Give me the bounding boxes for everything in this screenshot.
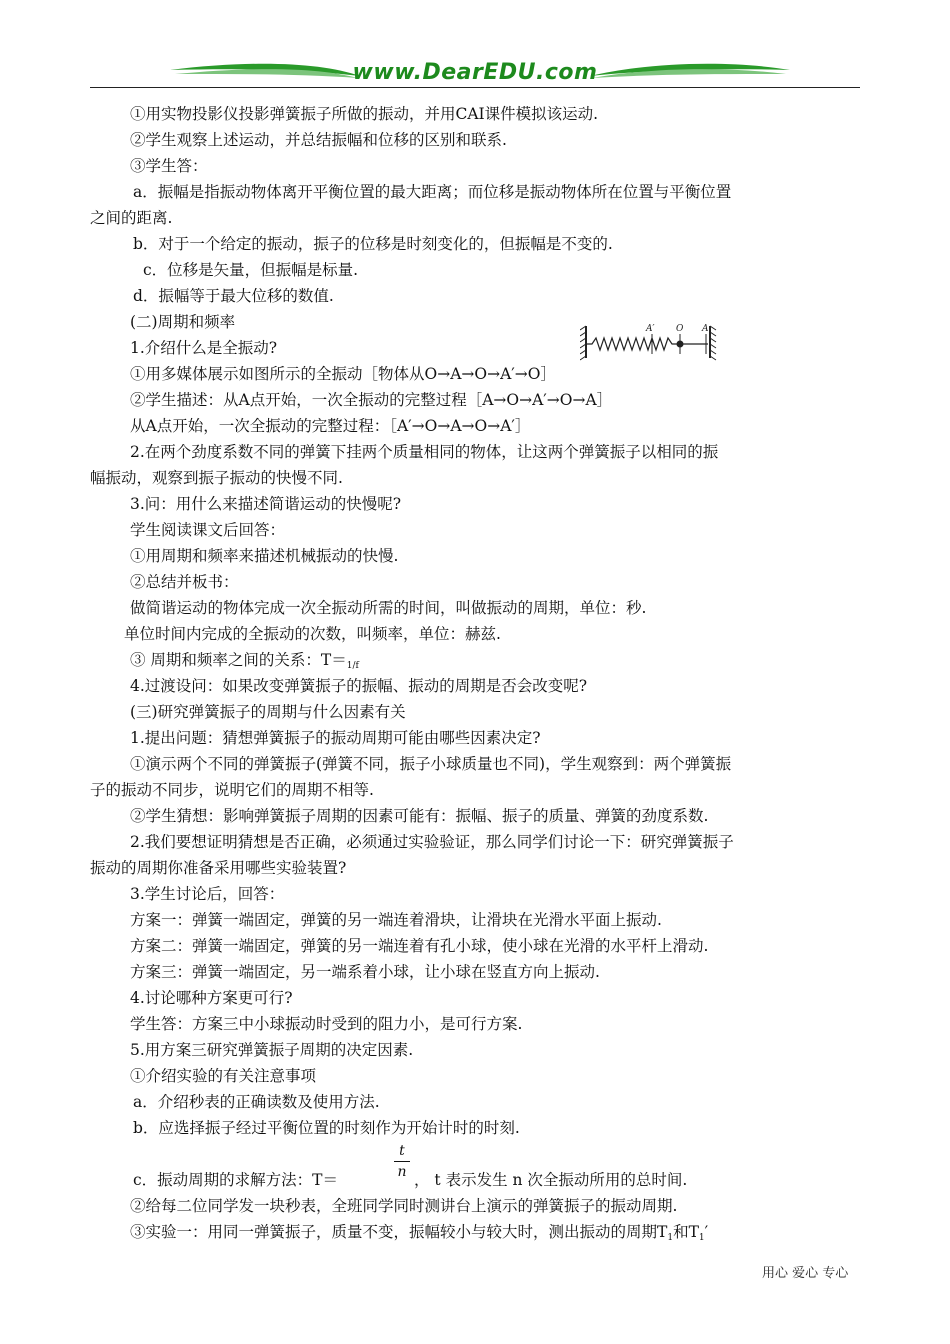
section-heading: (二)周期和频率 bbox=[130, 313, 236, 331]
period-frequency-text: ③ 周期和频率之间的关系：T＝ bbox=[130, 651, 347, 669]
footer-motto: 用心 爱心 专心 bbox=[762, 1266, 849, 1281]
site-logo-text: www.DearEDU.com bbox=[352, 60, 598, 85]
text-line: 从A点开始，一次全振动的完整过程：［A′→O→A→O→A′］ bbox=[130, 417, 531, 435]
text-line: 子的振动不同步，说明它们的周期不相等. bbox=[90, 781, 374, 799]
text-line: ， t 表示发生 n 次全振动所用的总时间. bbox=[414, 1171, 688, 1189]
right-wall bbox=[710, 326, 716, 360]
fraction-numerator: t bbox=[399, 1143, 405, 1159]
text-line: 2.我们要想证明猜想是否正确，必须通过实验验证，那么同学们讨论一下：研究弹簧振子 bbox=[130, 833, 734, 851]
fraction-denominator: n bbox=[397, 1164, 407, 1180]
text-line: 1.介绍什么是全振动? bbox=[130, 339, 278, 357]
label-a-prime: A′ bbox=[646, 324, 655, 334]
fraction-t-over-n bbox=[394, 1143, 410, 1180]
text-line: 单位时间内完成的全振动的次数，叫频率，单位：赫兹. bbox=[124, 625, 501, 643]
text-line: 3.学生讨论后，回答： bbox=[130, 885, 285, 903]
text-line: 3.问：用什么来描述简谐运动的快慢呢? bbox=[130, 495, 402, 513]
text-line: 幅振动，观察到振子振动的快慢不同. bbox=[90, 469, 343, 487]
text-line: 方案三：弹簧一端固定，另一端系着小球，让小球在竖直方向上振动. bbox=[130, 963, 600, 981]
text-line: 1.提出问题：猜想弹簧振子的振动周期可能由哪些因素决定? bbox=[130, 729, 541, 747]
text-line: ②总结并板书： bbox=[130, 573, 239, 591]
fraction-bar bbox=[394, 1161, 410, 1162]
text-line: ②学生描述：从A点开始，一次全振动的完整过程［A→O→A′→O→A］ bbox=[130, 391, 613, 409]
section-heading: (三)研究弹簧振子的周期与什么因素有关 bbox=[130, 703, 406, 721]
header-rule bbox=[90, 87, 860, 88]
text-line: 5.用方案三研究弹簧振子周期的决定因素. bbox=[130, 1041, 414, 1059]
text-line: b．应选择振子经过平衡位置的时刻作为开始计时的时刻. bbox=[133, 1119, 520, 1137]
text-line: ②学生观察上述运动，并总结振幅和位移的区别和联系. bbox=[130, 131, 507, 149]
left-wall bbox=[580, 326, 586, 360]
text-line: ①用周期和频率来描述机械振动的快慢. bbox=[130, 547, 399, 565]
text-line bbox=[130, 1222, 708, 1248]
prime-mark: ′ bbox=[704, 1223, 709, 1241]
text-line: ①用多媒体展示如图所示的全振动［物体从O→A→O→A′→O］ bbox=[130, 365, 556, 383]
text-line: ②学生猜想：影响弹簧振子周期的因素可能有：振幅、振子的质量、弹簧的劲度系数. bbox=[130, 807, 709, 825]
text-line: a．振幅是指振动物体离开平衡位置的最大距离；而位移是振动物体所在位置与平衡位置 bbox=[133, 183, 732, 201]
experiment-text-and: 和T bbox=[673, 1223, 699, 1241]
text-line bbox=[130, 650, 359, 676]
text-line: c．位移是矢量，但振幅是标量. bbox=[143, 261, 359, 279]
label-o: O bbox=[676, 324, 684, 334]
spring-oscillator-figure bbox=[580, 320, 730, 362]
text-line: d．振幅等于最大位移的数值. bbox=[133, 287, 334, 305]
subscript-1: 1 bbox=[667, 1233, 674, 1243]
text-line: 2.在两个劲度系数不同的弹簧下挂两个质量相同的物体，让这两个弹簧振子以相同的振 bbox=[130, 443, 719, 461]
text-line: 4.过渡设问：如果改变弹簧振子的振幅、振动的周期是否会改变呢? bbox=[130, 677, 588, 695]
experiment-text: ③实验一：用同一弹簧振子，质量不变，振幅较小与较大时，测出振动的周期T bbox=[130, 1223, 668, 1241]
text-line: ①介绍实验的有关注意事项 bbox=[130, 1067, 317, 1085]
subscript-1: 1 bbox=[698, 1233, 705, 1243]
formula-1-over-f: 1/f bbox=[346, 661, 359, 671]
text-line: 学生阅读课文后回答： bbox=[130, 521, 286, 539]
text-line: ②给每二位同学发一块秒表，全班同学同时测讲台上演示的弹簧振子的振动周期. bbox=[130, 1197, 678, 1215]
spring-coil bbox=[586, 338, 678, 350]
text-line: 4.讨论哪种方案更可行? bbox=[130, 989, 293, 1007]
label-a: A bbox=[702, 324, 709, 334]
text-line: ①演示两个不同的弹簧振子(弹簧不同，振子小球质量也不同)，学生观察到：两个弹簧振 bbox=[130, 755, 732, 773]
text-line: 方案一：弹簧一端固定，弹簧的另一端连着滑块，让滑块在光滑水平面上振动. bbox=[130, 911, 662, 929]
text-line: 方案二：弹簧一端固定，弹簧的另一端连着有孔小球，使小球在光滑的水平杆上滑动. bbox=[130, 937, 709, 955]
text-line: 振动的周期你准备采用哪些实验装置? bbox=[90, 859, 347, 877]
text-line: 做简谐运动的物体完成一次全振动所需的时间，叫做振动的周期，单位：秒. bbox=[130, 599, 647, 617]
text-line: 学生答：方案三中小球振动时受到的阻力小，是可行方案. bbox=[130, 1015, 523, 1033]
text-line: ③学生答： bbox=[130, 157, 208, 175]
text-line: ①用实物投影仪投影弹簧振子所做的振动，并用CAI课件模拟该运动. bbox=[130, 105, 599, 123]
text-line: a．介绍秒表的正确读数及使用方法. bbox=[133, 1093, 380, 1111]
text-line: c．振动周期的求解方法：T＝ bbox=[133, 1171, 339, 1189]
text-line: b．对于一个给定的振动，振子的位移是时刻变化的，但振幅是不变的. bbox=[133, 235, 613, 253]
text-line: 之间的距离. bbox=[90, 209, 173, 227]
